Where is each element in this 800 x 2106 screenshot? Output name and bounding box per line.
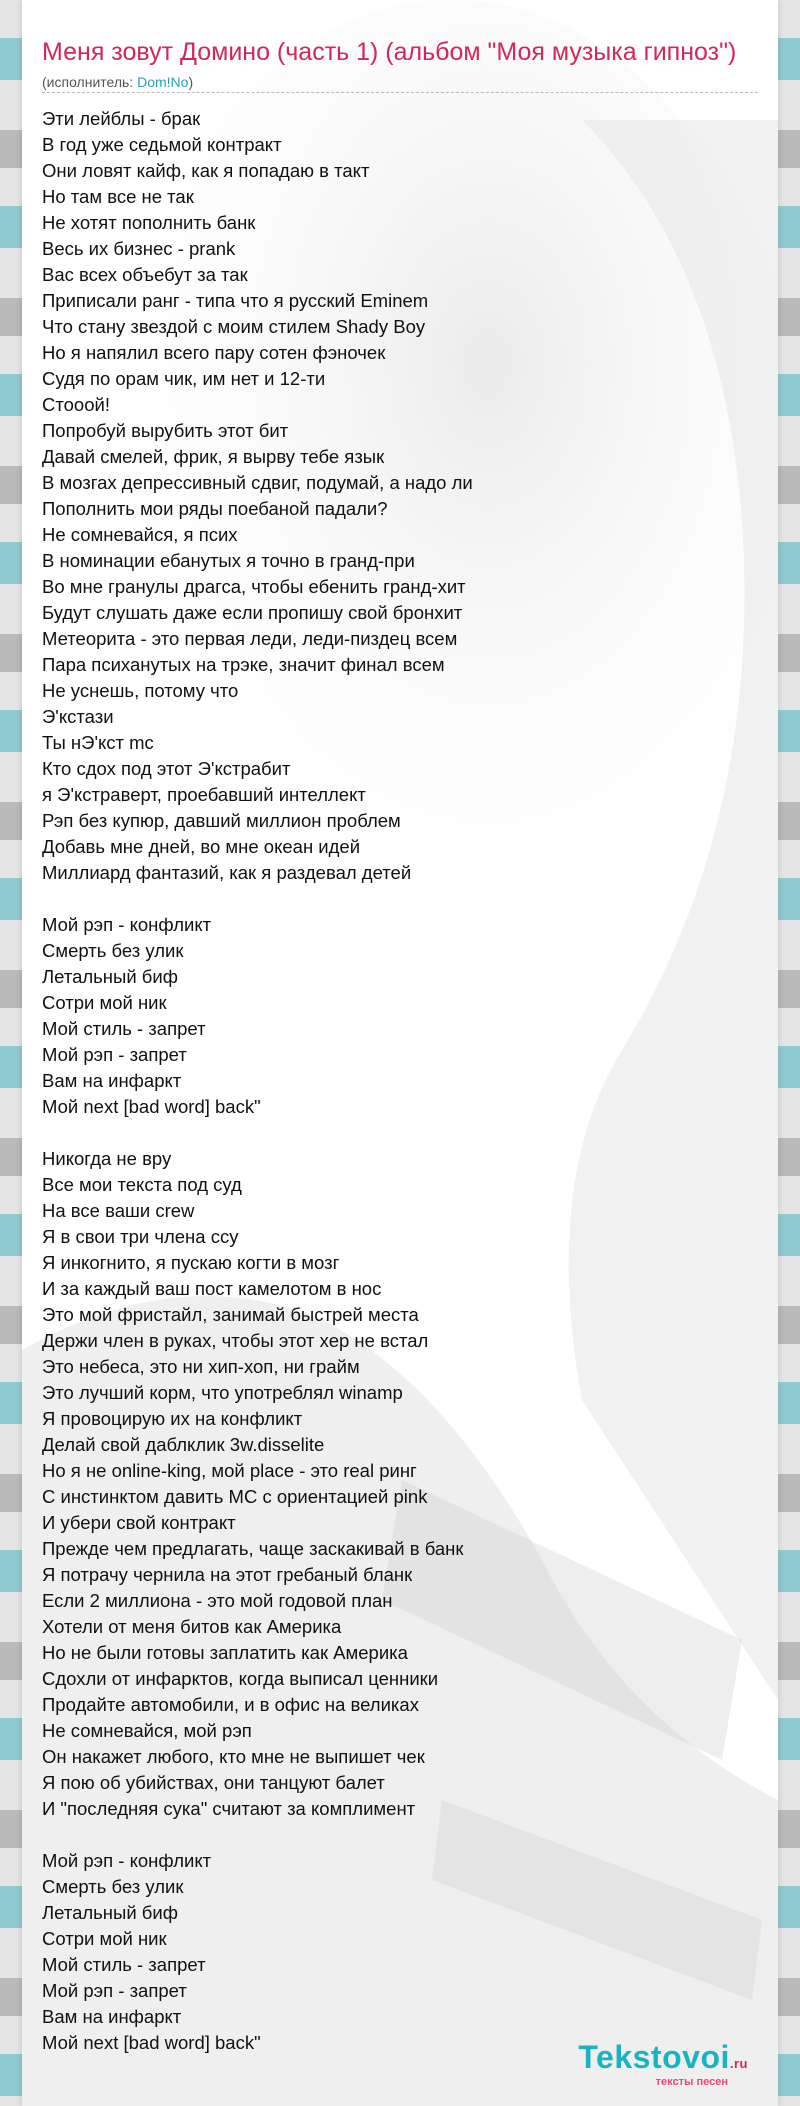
logo-tagline: тексты песен bbox=[655, 2076, 728, 2088]
artist-suffix: ) bbox=[188, 74, 194, 90]
artist-byline bbox=[42, 74, 193, 90]
logo-name: Tekstovoi bbox=[578, 2039, 730, 2075]
tekstovoi-logo[interactable] bbox=[578, 2039, 748, 2076]
page-title: Меня зовут Домино (часть 1) (альбом "Моя музыка гипноз") bbox=[42, 38, 737, 66]
artist-link[interactable]: Dom!No bbox=[137, 74, 189, 90]
artist-prefix: (исполнитель: bbox=[42, 74, 138, 90]
logo-tld: .ru bbox=[729, 2056, 748, 2071]
lyrics-text: Эти лейблы - брак В год уже седьмой контракт Они ловят кайф, как я попадаю в такт Но там все не так Не хотят пополнить банк Весь их бизнес - prank Вас всех объебут за так Приписали ранг - типа что я русский Eminem Что стану звездой с моим стилем Shady Boy Но я напялил всего пару сотен фэночек Судя по орам чик, им нет и 12-ти Стооой! Попробуй вырубить этот бит Давай смелей, фрик, я вырву тебе язык В мозгах депрессивный сдвиг, подумай, а надо ли Пополнить мои ряды поебаной падали? Не сомневайся, я псих В номинации ебанутых я точно в гранд-при Во мне гранулы драгса, чтобы ебенить гранд-хит Будут слушать даже если пропишу свой бронхит Метеорита - это первая леди, леди-пиздец всем Пара психанутых на трэке, значит финал всем Не уснешь, потому что Э'кстази Ты нЭ'кст mc Кто сдох под этот Э'кстрабит я Э'кстраверт, проебавший интеллект Рэп без купюр, давший миллион проблем Добавь мне дней, во мне океан идей Миллиард фантазий, как я раздевал детей Мой рэп - конфликт Смерть без улик Летальный биф Сотри мой ник Мой стиль - запрет Мой рэп - запрет Вам на инфаркт Мой next [bad word] back" Никогда не вру Все мои текста под суд На все ваши crew Я в свои три члена ссу Я инкогнито, я пускаю когти в мозг И за каждый ваш пост камелотом в нос Это мой фристайл, занимай быстрей места Держи член в руках, чтобы этот хер не встал Это небеса, это ни хип-хоп, ни грайм Это лучший корм, что употреблял winamp Я провоцирую их на конфликт Делай свой даблклик 3w.disselite Но я не online-king, мой place - это real ринг С инстинктом давить МС с ориентацией pink И убери свой контракт Прежде чем предлагать, чаще заскакивай в банк Я потрачу чернила на этот гребаный бланк Если 2 миллиона - это мой годовой план Хотели от меня битов как Америка Но не были готовы заплатить как Америка Сдохли от инфарктов, когда выписал ценники Продайте автомобили, и в офис на великах Не сомневайся, мой рэп Он накажет любого, кто мне не выпишет чек Я пою об убийствах, они танцуют балет И "последняя сука" считают за комплимент Мой рэп - конфликт Смерть без улик Летальный биф Сотри мой ник Мой стиль - запрет Мой рэп - запрет Вам на инфаркт Мой next [bad word] back" bbox=[42, 108, 473, 2053]
divider bbox=[42, 92, 758, 93]
lyrics-card bbox=[22, 0, 778, 2106]
